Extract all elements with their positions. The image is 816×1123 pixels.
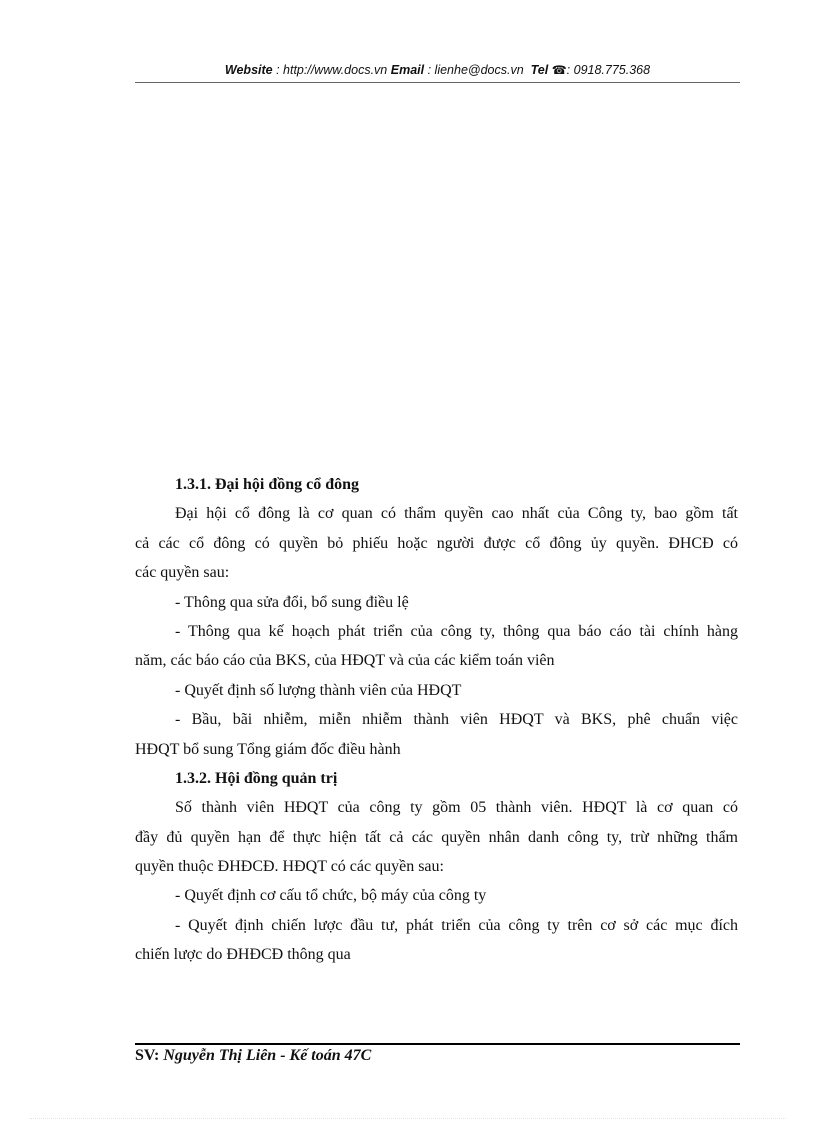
- section-heading-1-3-2: 1.3.2. Hội đồng quản trị: [175, 769, 338, 787]
- document-body: [135, 470, 738, 970]
- footer-author: Nguyễn Thị Liên - Kế toán 47C: [163, 1047, 372, 1064]
- list-item-continuation: năm, các báo cáo của BKS, của HĐQT và của các kiểm toán viên: [135, 652, 555, 670]
- list-item: - Quyết định số lượng thành viên của HĐQT: [175, 681, 462, 699]
- tel-value: : 0918.775.368: [566, 63, 651, 77]
- website-label: Website: [224, 63, 273, 77]
- list-item-continuation: chiến lược do ĐHĐCĐ thông qua: [135, 946, 351, 964]
- list-item: - Quyết định cơ cấu tổ chức, bộ máy của công ty: [175, 887, 487, 905]
- page-bottom-edge: [30, 1118, 786, 1119]
- list-item-continuation: HĐQT bổ sung Tổng giám đốc điều hành: [135, 740, 401, 758]
- paragraph-line: quyền thuộc ĐHĐCĐ. HĐQT có các quyền sau:: [135, 858, 444, 876]
- email-label: Email: [390, 63, 425, 77]
- section-heading-1-3-1: 1.3.1. Đại hội đồng cổ đông: [175, 476, 360, 493]
- telephone-icon: ☎: [551, 63, 567, 77]
- header-divider: [135, 82, 740, 83]
- paragraph-line: các quyền sau:: [135, 564, 230, 582]
- paragraph-line: đầy đủ quyền hạn để thực hiện tất cả các quyền nhân danh công ty, trừ những thẩm: [135, 828, 738, 846]
- email-value: : lienhe@docs.vn: [427, 63, 524, 77]
- page-header: [135, 63, 740, 77]
- list-item: - Quyết định chiến lược đầu tư, phát triển của công ty trên cơ sở các mục đích: [175, 916, 738, 934]
- footer-prefix: SV:: [135, 1047, 160, 1064]
- paragraph-line: Đại hội cổ đông là cơ quan có thẩm quyền cao nhất của Công ty, bao gồm tất: [175, 505, 738, 523]
- tel-label: Tel: [530, 63, 549, 77]
- list-item: - Thông qua kế hoạch phát triển của công ty, thông qua báo cáo tài chính hàng: [175, 622, 738, 640]
- paragraph-line: cả các cổ đông có quyền bỏ phiếu hoặc người được cổ đông ủy quyền. ĐHCĐ có: [135, 534, 738, 552]
- footer-divider: [135, 1043, 740, 1045]
- paragraph-line: Số thành viên HĐQT của công ty gồm 05 thành viên. HĐQT là cơ quan có: [175, 799, 738, 817]
- list-item: - Thông qua sửa đổi, bổ sung điều lệ: [175, 593, 409, 611]
- page-footer: [135, 1047, 371, 1065]
- website-value: : http://www.docs.vn: [276, 63, 388, 77]
- list-item: - Bầu, bãi nhiễm, miễn nhiễm thành viên HĐQT và BKS, phê chuẩn việc: [175, 711, 738, 729]
